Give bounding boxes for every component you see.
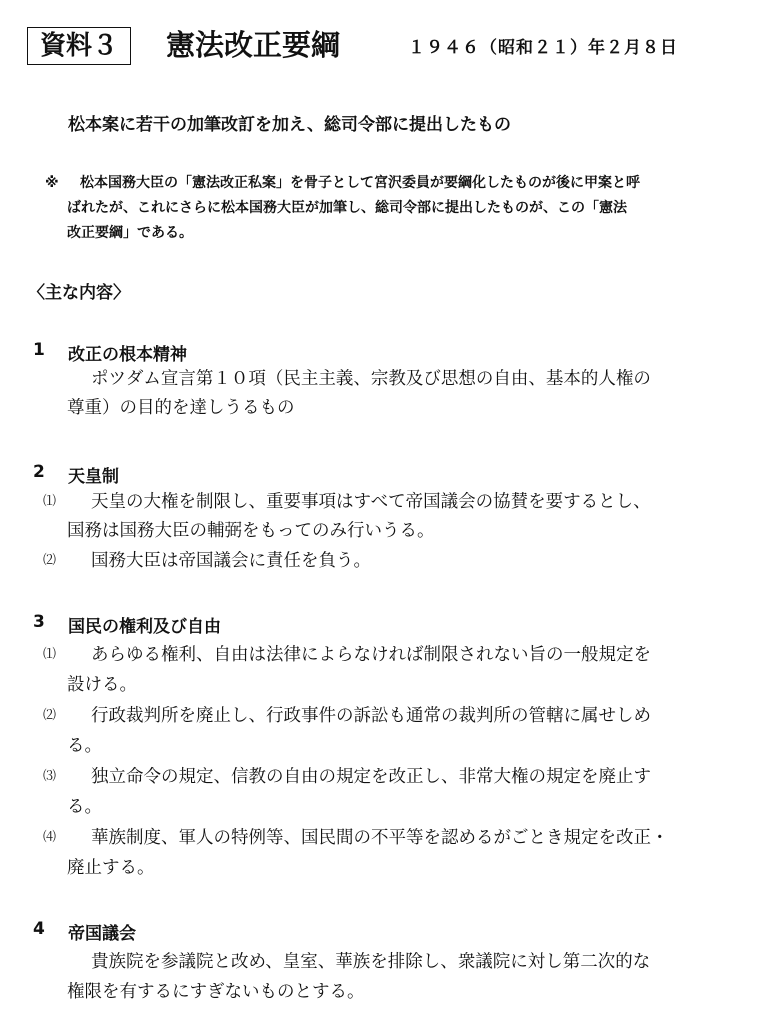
document-date: １９４６（昭和２１）年２月８日 [408, 38, 678, 58]
document-label: 資料３ [27, 27, 131, 65]
item-line: る。 [67, 797, 102, 817]
section-number: 2 [33, 462, 45, 482]
item-line: る。 [67, 736, 102, 756]
section-title: 国民の権利及び自由 [68, 617, 221, 637]
section-body-line: 尊重）の目的を達しうるもの [67, 398, 295, 418]
item-mark: ⑷ [43, 830, 57, 845]
item-mark: ⑵ [43, 553, 57, 568]
item-line: 廃止する。 [67, 858, 155, 878]
item-mark: ⑵ [43, 708, 57, 723]
item-mark: ⑶ [43, 769, 57, 784]
item-line: 天皇の大権を制限し、重要事項はすべて帝国議会の協賛を要するとし、 [91, 492, 651, 512]
section-title: 改正の根本精神 [68, 345, 187, 365]
section-body-line: ポツダム宣言第１０項（民主主義、宗教及び思想の自由、基本的人権の [91, 369, 651, 389]
item-line: 独立命令の規定、信教の自由の規定を改正し、非常大権の規定を廃止す [91, 767, 651, 787]
section-number: 4 [33, 919, 45, 939]
section-number: 3 [33, 612, 45, 632]
note-line: 改正要綱」である。 [67, 225, 193, 241]
document-subtitle: 松本案に若干の加筆改訂を加え、総司令部に提出したもの [68, 115, 512, 135]
item-line: 設ける。 [67, 675, 137, 695]
note-mark: ※ [45, 175, 59, 191]
note-line: ばれたが、これにさらに松本国務大臣が加筆し、総司令部に提出したものが、この「憲法 [67, 200, 627, 216]
document-title: 憲法改正要綱 [166, 28, 341, 62]
section-body-line: 貴族院を参議院と改め、皇室、華族を排除し、衆議院に対し第二次的な [91, 952, 651, 972]
item-line: 華族制度、軍人の特例等、国民間の不平等を認めるがごとき規定を改正・ [91, 828, 669, 848]
note-line: 松本国務大臣の「憲法改正私案」を骨子として宮沢委員が要綱化したものが後に甲案と呼 [80, 175, 640, 191]
item-line: 国務大臣は帝国議会に責任を負う。 [91, 551, 371, 571]
contents-heading: 〈主な内容〉 [28, 283, 130, 303]
section-number: 1 [33, 340, 45, 360]
item-line: 国務は国務大臣の輔弼をもってのみ行いうる。 [67, 521, 435, 541]
item-mark: ⑴ [43, 494, 57, 509]
item-line: 行政裁判所を廃止し、行政事件の訴訟も通常の裁判所の管轄に属せしめ [91, 706, 651, 726]
item-line: あらゆる権利、自由は法律によらなければ制限されない旨の一般規定を [91, 645, 651, 665]
section-title: 天皇制 [68, 467, 119, 487]
section-body-line: 権限を有するにすぎないものとする。 [67, 982, 365, 1002]
item-mark: ⑴ [43, 647, 57, 662]
section-title: 帝国議会 [68, 924, 136, 944]
